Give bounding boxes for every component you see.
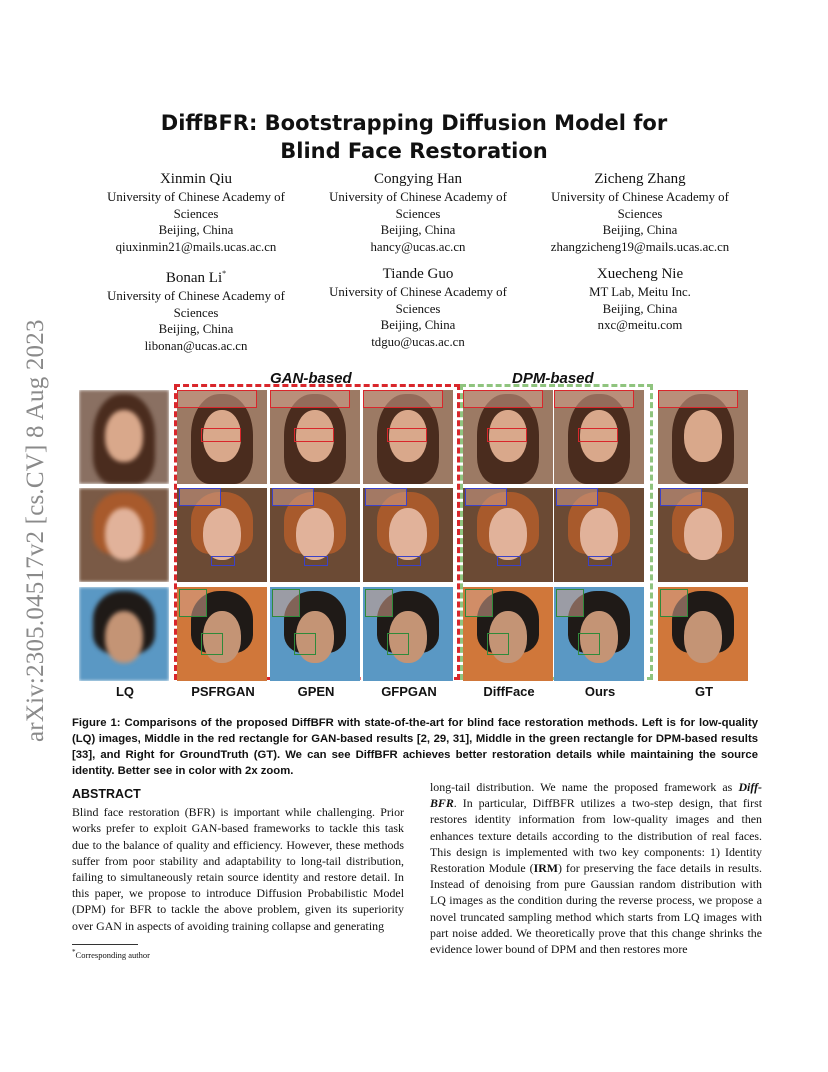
author-affiliation: University of Chinese Academy of [551, 190, 729, 204]
face-thumbnail [177, 390, 267, 484]
zoom-inset [397, 556, 421, 566]
face-thumbnail [270, 390, 360, 484]
zoom-inset [201, 428, 241, 442]
author-card [308, 265, 528, 350]
zoom-inset [294, 428, 334, 442]
footnote-text: Corresponding author [75, 949, 150, 960]
zoom-inset [387, 428, 427, 442]
author-email: tdguo@ucas.ac.cn [371, 334, 465, 349]
face-thumbnail [658, 587, 748, 681]
author-affiliation: Sciences [617, 206, 663, 221]
zoom-inset [554, 390, 634, 408]
arxiv-identifier-stamp: arXiv:2305.04517v2 [cs.CV] 8 Aug 2023 [22, 319, 49, 742]
zoom-inset [465, 589, 493, 617]
author-name: Bonan Li* [165, 269, 227, 286]
abstract-paragraph: Blind face restoration (BFR) is important while challenging. Prior works prefer to exploit GAN-based frameworks to tackle this task due to the balance of quality and efficiency. However, these methods suffer from poor stability and adaptability to long-tail distribution, failing to simultaneously retain source identity and restore detail. In this paper, we propose to introduce Diffusion Probabilistic Model (DPM) for BFR to tackle the above problem, given its superiority over GAN in aspects of avoiding training collapse and generating [72, 805, 404, 933]
zoom-inset [660, 589, 688, 617]
author-email: zhangzicheng19@mails.ucas.ac.cn [550, 239, 730, 254]
author-affiliation: MT Lab, Meitu Inc. [589, 285, 691, 299]
zoom-inset [465, 488, 507, 506]
author-card [308, 170, 528, 255]
zoom-inset [588, 556, 612, 566]
face-thumbnail [270, 488, 360, 582]
face-thumbnail [463, 390, 553, 484]
author-affiliation: Sciences [395, 206, 441, 221]
irm-term: IRM [533, 861, 559, 876]
face-thumbnail [79, 587, 169, 681]
face-thumbnail [363, 587, 453, 681]
face-thumbnail [554, 390, 644, 484]
paragraph-text: ) for preserving the face details in results. Instead of denoising from pure Gaussian random distribution with LQ images as the condition during the reverse process, we propose a novel truncated sampling method which starts from LQ images with part noise added. We theoretically prove that this change shrinks the evidence lower bound of DPM and then restores more [430, 861, 763, 957]
column-label-ours: Ours [584, 684, 616, 699]
author-card [86, 170, 306, 255]
author-affiliation: University of Chinese Academy of [107, 289, 285, 303]
author-affiliation: Sciences [173, 305, 219, 320]
zoom-inset [487, 633, 509, 655]
author-location: Beijing, China [158, 223, 234, 237]
abstract-right-column [430, 779, 762, 957]
author-card [530, 265, 750, 334]
face-thumbnail [554, 587, 644, 681]
abstract-left-column [72, 786, 404, 934]
face-thumbnail [658, 390, 748, 484]
author-affiliation: University of Chinese Academy of [329, 285, 507, 299]
author-location: Beijing, China [602, 223, 678, 237]
zoom-inset [660, 488, 702, 506]
zoom-inset [497, 556, 521, 566]
column-label-psfrgan: PSFRGAN [191, 684, 255, 699]
face-thumbnail [363, 488, 453, 582]
zoom-inset [363, 390, 443, 408]
footnote [72, 948, 150, 960]
gan-group-label: GAN-based [270, 370, 352, 387]
zoom-inset [294, 633, 316, 655]
author-affiliation: University of Chinese Academy of [107, 190, 285, 204]
author-location: Beijing, China [158, 322, 234, 336]
author-email: nxc@meitu.com [597, 318, 683, 332]
author-affiliation: Sciences [173, 206, 219, 221]
zoom-inset [365, 488, 407, 506]
footnote-mark: * [72, 948, 76, 956]
zoom-inset [201, 633, 223, 655]
author-email: qiuxinmin21@mails.ucas.ac.cn [115, 239, 277, 254]
author-location: Beijing, China [380, 318, 456, 332]
zoom-inset [463, 390, 543, 408]
column-label-gt: GT [694, 684, 714, 699]
author-location: Beijing, China [380, 223, 456, 237]
zoom-inset [179, 589, 207, 617]
author-name: Zicheng Zhang [594, 171, 686, 187]
figure-caption: Figure 1: Comparisons of the proposed DiffBFR with state-of-the-art for blind face restoration methods. Left is for low-quality (LQ) images, Middle in the red rectangle for GAN-based results [2, 29, 31], Middle in the green rectangle for DPM-based results [33], and Right for GroundTruth (GT). We can see DiffBFR achieves better restoration details while maintaining the source identity. Better see in color with 2x zoom. [72, 717, 758, 777]
author-name: Xinmin Qiu [159, 171, 233, 187]
author-name: Congying Han [374, 171, 462, 187]
zoom-inset [179, 488, 221, 506]
column-label-gfpgan: GFPGAN [381, 684, 437, 699]
zoom-inset [578, 428, 618, 442]
comparison-figure [77, 366, 750, 702]
zoom-inset [487, 428, 527, 442]
face-thumbnail [658, 488, 748, 582]
face-thumbnail [79, 488, 169, 582]
zoom-inset [211, 556, 235, 566]
author-affiliation: University of Chinese Academy of [329, 190, 507, 204]
zoom-inset [556, 589, 584, 617]
face-thumbnail [363, 390, 453, 484]
footnote-rule [72, 944, 138, 945]
face-thumbnail [463, 488, 553, 582]
paper-title [60, 109, 768, 165]
face-thumbnail [463, 587, 553, 681]
face-thumbnail [177, 587, 267, 681]
framework-name: Diff-BFR [430, 780, 762, 811]
zoom-inset [304, 556, 328, 566]
face-thumbnail [554, 488, 644, 582]
paragraph-text: long-tail distribution. We name the proposed framework as [430, 780, 739, 794]
zoom-inset [177, 390, 257, 408]
author-email: hancy@ucas.ac.cn [370, 239, 466, 254]
face-thumbnail [79, 390, 169, 484]
zoom-inset [272, 488, 314, 506]
author-card [530, 170, 750, 255]
author-card [86, 265, 306, 354]
zoom-inset [365, 589, 393, 617]
author-name: Tiande Guo [382, 266, 454, 282]
zoom-inset [578, 633, 600, 655]
column-label-gpen: GPEN [297, 684, 335, 699]
paragraph-text: . In particular, DiffBFR utilizes a two-step design, that first restores identity information from low-quality images and then enhances texture details according to the distribution of real faces. This design is implemented with two key components: 1) Identity Restoration Module ( [430, 796, 762, 876]
author-name: Xuecheng Nie [596, 266, 684, 282]
author-location: Beijing, China [602, 301, 678, 316]
abstract-heading: ABSTRACT [72, 787, 141, 801]
zoom-inset [556, 488, 598, 506]
zoom-inset [658, 390, 738, 408]
face-thumbnail [270, 587, 360, 681]
corresponding-author-mark: * [222, 269, 227, 278]
zoom-inset [387, 633, 409, 655]
zoom-inset [270, 390, 350, 408]
dpm-group-label: DPM-based [512, 370, 594, 387]
face-thumbnail [177, 488, 267, 582]
author-email: libonan@ucas.ac.cn [144, 338, 248, 353]
title-line-1: DiffBFR: Bootstrapping Diffusion Model for [160, 111, 668, 135]
zoom-inset [272, 589, 300, 617]
column-label-difface: DiffFace [483, 684, 535, 699]
title-line-2: Blind Face Restoration [280, 139, 548, 163]
author-affiliation: Sciences [395, 301, 441, 316]
column-label-lq: LQ [115, 684, 135, 699]
